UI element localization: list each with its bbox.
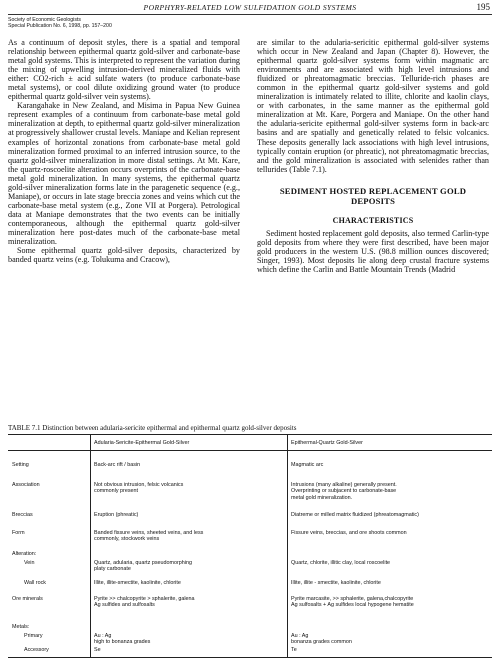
- table-cell-adularia: Back-arc rift / basin: [94, 462, 141, 468]
- subsection-heading: CHARACTERISTICS: [332, 215, 414, 225]
- right-column: [257, 38, 489, 274]
- row-label: Breccias: [12, 512, 33, 518]
- paragraph: As a continuum of deposit styles, there is a spatial and temporal relationship between epithermal quartz gold-silver and carbonate-base metal gold systems. This is interpreted to represent the variation during the mixing of upwelling intrusion-derived mineralized fluids with either: CO2-rich ± acid sulfate waters (to produce carbonate-base metal systems), or cool dilute oxidizing ground water (to produce epithermal quartz gold-silver vein systems).: [8, 38, 240, 102]
- table-cell-epithermal-quartz: Magmatic arc: [291, 462, 324, 468]
- table-divider: [287, 435, 288, 657]
- section-heading: SEDIMENT HOSTED REPLACEMENT GOLD DEPOSITS: [279, 185, 467, 206]
- table-caption: TABLE 7.1 Distinction between adularia-sericite epithermal and epithermal quartz gold-silver deposits: [8, 424, 297, 432]
- table-cell-adularia: Se: [94, 647, 101, 653]
- paragraph: Some epithermal quartz gold-silver deposits, characterized by banded quartz veins (e.g. Tolukuma and Cracow),: [8, 246, 240, 265]
- table-cell-adularia: Eruption (phreatic): [94, 512, 139, 518]
- table-cell-epithermal-quartz: Diatreme or milled matrix fluidized (phreatomagmatic): [291, 512, 419, 518]
- publication-info: [8, 17, 112, 30]
- row-label: Accessory: [24, 647, 49, 653]
- table-cell-adularia: Banded fissure veins, sheeted veins, and less commonly, stockwork veins: [94, 530, 204, 543]
- page-number: 195: [476, 2, 490, 12]
- publication-citation: Special Publication No. 6, 1998, pp. 157–200: [8, 23, 112, 30]
- table-header-rule: [8, 450, 492, 451]
- paragraph: Karangahake in New Zealand, and Misima in Papua New Guinea represent examples of a continuum from carbonate-base metal gold mineralization at depth, to epithermal quartz gold-silver mineralization at progressively shallower crustal levels. Maniape and Kelian represent examples of horizontal zonations from carbonate-base metal gold mineralization formed proximal to an inferred intrusion source, to the quartz gold-silver mineralization in more distal settings. At Mt. Kare, the quartz-roscoelite alteration occurs overprints of the carbonate-base metal gold mineralization. In many systems, the epithermal quartz gold-silver mineralization forms late in the paragenetic sequence (e.g., Maniape), or occurs in late stage breccia zones and veins which cut the carbonate-base metal system (e.g., Zone VII at Porgera). Petrological data at Maniape demonstrates that the two events can be initially contemporaneous, although the epithermal quartz gold-silver mineralization here post-dates much of the carbonate-base metal mineralization.: [8, 101, 240, 247]
- row-label: Alteration:: [12, 551, 37, 557]
- table-cell-epithermal-quartz: Quartz, chlorite, illitic clay, local roscoelite: [291, 560, 391, 566]
- running-header: [0, 0, 500, 18]
- row-label: Form: [12, 530, 25, 536]
- left-column: [8, 38, 240, 264]
- row-label: Wall rock: [24, 580, 46, 586]
- table-cell-adularia: Au : Ag high to bonanza grades: [94, 633, 151, 646]
- table-divider: [90, 435, 91, 657]
- paragraph: Sediment hosted replacement gold deposits, also termed Carlin-type gold deposits from where they were first described, have been major gold producers in the western U.S. (98.8 million ounces discovered; Singer, 1993). Most deposits lie along deep crustal fracture systems which define the Carlin and Battle Mountain Trends (Madrid: [257, 228, 489, 274]
- row-label: Association: [12, 482, 40, 488]
- column-header-adularia: Adularia-Sericite-Epithermal Gold-Silver: [94, 440, 190, 446]
- table-cell-adularia: Pyrite >> chalcopyrite > sphalerite, galena Ag sulfides and sulfosalts: [94, 596, 195, 609]
- table-cell-epithermal-quartz: Illite, illite - smectite, kaolinite, chlorite: [291, 580, 381, 586]
- running-title: PORPHYRY-RELATED LOW SULFIDATION GOLD SYSTEMS: [143, 3, 357, 12]
- table-cell-adularia: Not obvious intrusion, felsic volcanics commonly present: [94, 482, 184, 495]
- row-label: Metals:: [12, 624, 30, 630]
- comparison-table: [8, 434, 492, 658]
- table-cell-epithermal-quartz: Fissure veins, breccias, and ore shoots common: [291, 530, 407, 536]
- column-header-epithermal-quartz: Epithermal-Quartz Gold-Silver: [291, 440, 363, 446]
- row-label: Primary: [24, 633, 43, 639]
- table-cell-epithermal-quartz: Te: [291, 647, 297, 653]
- table-cell-adularia: Illite, illite-smectite, kaolinite, chlorite: [94, 580, 181, 586]
- header-rule: [8, 14, 492, 15]
- table-cell-epithermal-quartz: Pyrite marcasite, >> sphalerite, galena,chalcopyrite Ag sulfosalts + Ag sulfides local hypogene hematite: [291, 596, 414, 609]
- row-label: Ore minerals: [12, 596, 43, 602]
- table-cell-adularia: Quartz, adularia, quartz pseudomorphing platy carbonate: [94, 560, 192, 573]
- row-label: Setting: [12, 462, 29, 468]
- row-label: Vein: [24, 560, 35, 566]
- table-cell-epithermal-quartz: Au : Ag bonanza grades common: [291, 633, 352, 646]
- table-cell-epithermal-quartz: Intrusions (many alkaline) generally present. Overprinting or subjacent to carbonate-base metal gold mineralization.: [291, 482, 397, 501]
- paragraph: are similar to the adularia-sericitic epithermal gold-silver systems which occur in New Zealand and Japan (Chapter 8). However, the epithermal quartz gold-silver systems form within magmatic arc environments and are associated with high level intrusions and fluidized or phreatomagmatic breccias. Telluride-rich phases are common in the epithermal quartz gold-silver systems and gold mineralization is intimately related to illite, chlorite and kaolin clays, or with carbonates, in the same manner as the epithermal gold mineralization at Mt. Kare, Porgera and Maniape. On the other hand the adularia-sericite epithermal gold-silver systems form in back-arc basins and are spatially and genetically related to felsic volcanics. These deposits generally lack associations with high level intrusions, typically contain eruption (or phreatic), not phreatomagmatic breccias, and the gold mineralization is associated with selenides rather than tellurides (Table 7.1).: [257, 38, 489, 174]
- society-name: Society of Economic Geologists: [8, 17, 81, 23]
